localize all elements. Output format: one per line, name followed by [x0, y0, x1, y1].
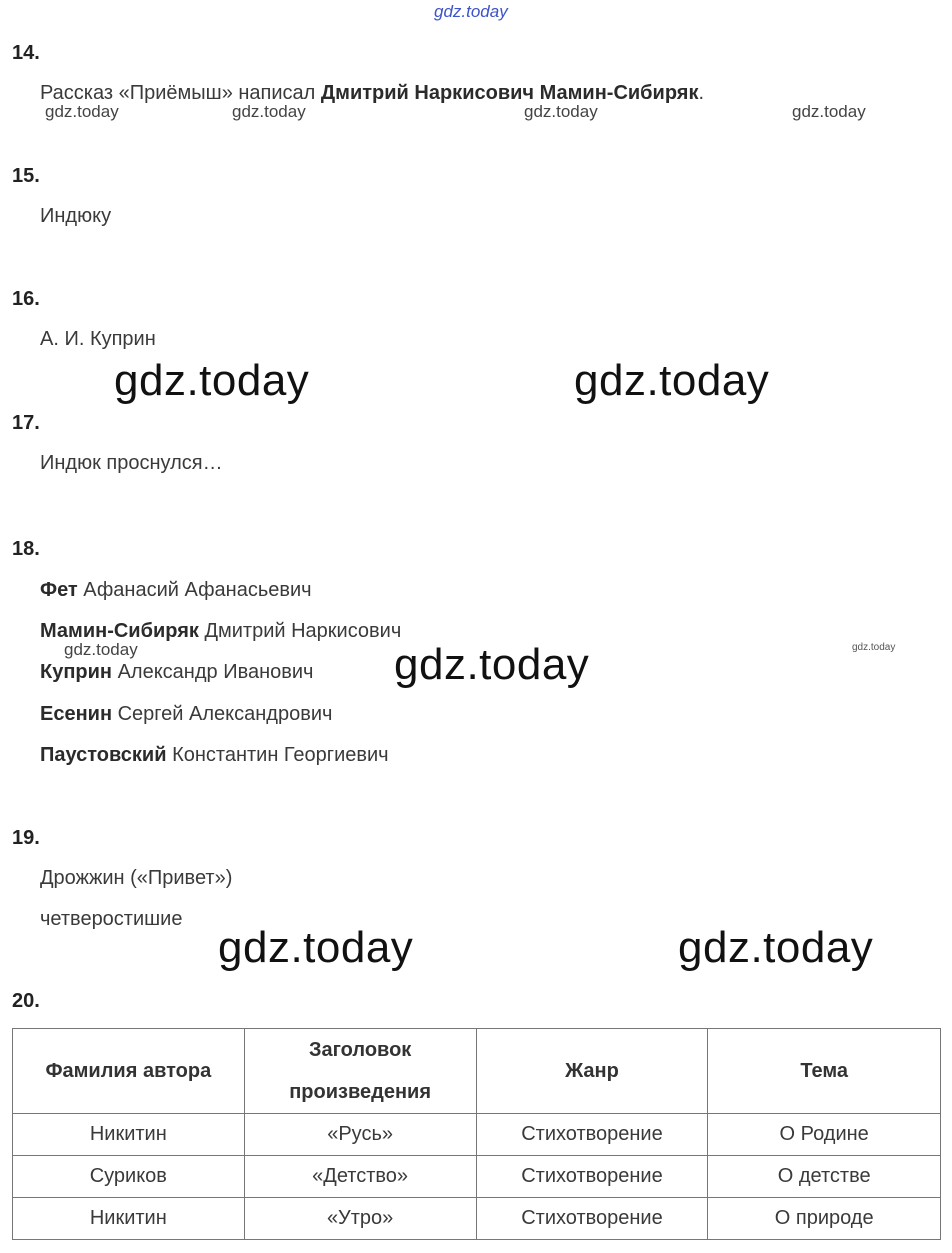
- question-number-14: 14.: [12, 42, 40, 64]
- header-author: Фамилия автора: [13, 1029, 245, 1114]
- author-surname: Паустовский: [40, 744, 167, 766]
- cell-title: «Русь»: [244, 1114, 476, 1156]
- question-number-19: 19.: [12, 827, 40, 849]
- header-genre: Жанр: [476, 1029, 708, 1114]
- author-surname: Мамин-Сибиряк: [40, 620, 199, 642]
- author-name: Дмитрий Наркисович: [198, 620, 402, 642]
- author-name: Афанасий Афанасьевич: [77, 579, 312, 601]
- author-name: Константин Георгиевич: [166, 744, 389, 766]
- answer-17: Индюк проснулся…: [40, 452, 223, 474]
- answer-14: [40, 82, 704, 105]
- watermark-tiny: gdz.today: [852, 642, 896, 653]
- cell-title: «Детство»: [244, 1156, 476, 1198]
- watermark-large: gdz.today: [114, 356, 310, 405]
- author-surname: Фет: [40, 579, 78, 601]
- question-number-20: 20.: [12, 990, 40, 1012]
- question-number-18: 18.: [12, 538, 40, 560]
- cell-theme: О Родине: [708, 1114, 941, 1156]
- answer-15: Индюку: [40, 205, 112, 227]
- watermark: gdz.today: [232, 102, 306, 121]
- answer-14-end: .: [698, 82, 705, 104]
- answer-16: А. И. Куприн: [40, 328, 156, 350]
- cell-theme: О природе: [708, 1198, 941, 1240]
- question-number-16: 16.: [12, 288, 40, 310]
- cell-author: Никитин: [13, 1114, 245, 1156]
- cell-theme: О детстве: [708, 1156, 941, 1198]
- header-title: Заголовок произведения: [244, 1029, 476, 1114]
- watermark: gdz.today: [45, 102, 119, 121]
- table-row: [13, 1198, 941, 1240]
- table-row: [13, 1114, 941, 1156]
- answer-14-bold: Дмитрий Наркисович Мамин-Сибиряк: [320, 82, 699, 104]
- author-surname: Куприн: [40, 661, 113, 683]
- cell-genre: Стихотворение: [476, 1198, 708, 1240]
- cell-genre: Стихотворение: [476, 1114, 708, 1156]
- header-theme: Тема: [708, 1029, 941, 1114]
- table-header-row: [13, 1029, 941, 1114]
- table-row: [13, 1156, 941, 1198]
- author-line-kuprin: [40, 661, 313, 684]
- answer-19-form: четверостишие: [40, 908, 183, 930]
- cell-genre: Стихотворение: [476, 1156, 708, 1198]
- author-line-esenin: [40, 703, 332, 726]
- watermark-large: gdz.today: [574, 356, 770, 405]
- author-line-fet: [40, 579, 312, 602]
- works-table: [12, 1028, 941, 1240]
- question-number-15: 15.: [12, 165, 40, 187]
- cell-author: Никитин: [13, 1198, 245, 1240]
- watermark-large: gdz.today: [394, 640, 590, 689]
- watermark: gdz.today: [524, 102, 598, 121]
- answer-19-author: Дрожжин («Привет»): [40, 867, 233, 889]
- author-line-paustovsky: [40, 744, 389, 767]
- watermark-large: gdz.today: [218, 923, 414, 972]
- watermark: gdz.today: [792, 102, 866, 121]
- watermark-large: gdz.today: [678, 923, 874, 972]
- answer-14-text: Рассказ «Приёмыш» написал: [40, 82, 321, 104]
- author-name: Сергей Александрович: [112, 703, 333, 725]
- author-surname: Есенин: [40, 703, 113, 725]
- watermark-top: gdz.today: [434, 2, 508, 21]
- cell-title: «Утро»: [244, 1198, 476, 1240]
- watermark: gdz.today: [64, 640, 138, 659]
- cell-author: Суриков: [13, 1156, 245, 1198]
- question-number-17: 17.: [12, 412, 40, 434]
- author-name: Александр Иванович: [112, 661, 314, 683]
